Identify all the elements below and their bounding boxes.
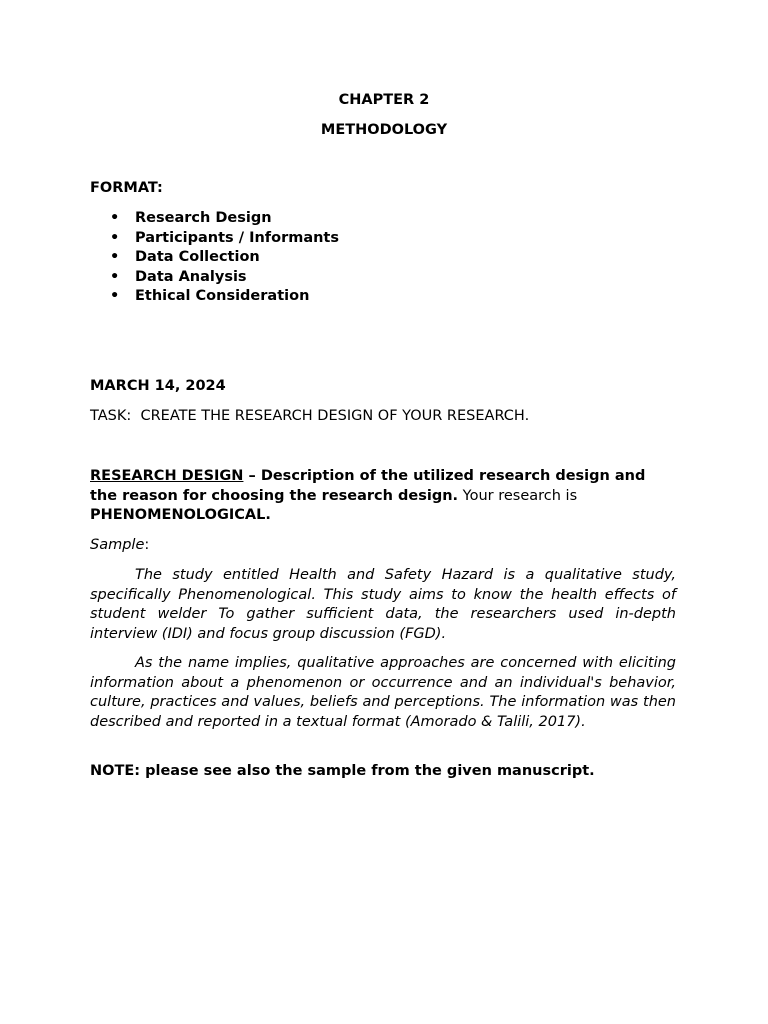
bullet-icon: • xyxy=(110,210,120,226)
research-design-paragraph xyxy=(90,467,676,526)
note-text: NOTE: please see also the sample from the given manuscript. xyxy=(90,763,595,779)
list-item xyxy=(90,209,339,229)
research-design-lead: Your research is xyxy=(458,487,578,504)
list-item-label: Ethical Consideration xyxy=(135,288,310,304)
format-label: FORMAT: xyxy=(90,180,163,196)
task-text: TASK: CREATE THE RESEARCH DESIGN OF YOUR RESEARCH. xyxy=(90,408,530,424)
chapter-heading: CHAPTER 2 xyxy=(338,92,430,108)
format-list xyxy=(90,209,339,307)
list-item-label: Data Collection xyxy=(135,249,260,265)
list-item xyxy=(90,229,339,249)
assignment-date: MARCH 14, 2024 xyxy=(90,378,226,394)
research-design-description: Description of the utilized research design and the reason for choosing the research design. xyxy=(90,468,646,504)
sample-colon: : xyxy=(144,537,150,553)
research-design-heading: RESEARCH DESIGN xyxy=(90,468,244,484)
bullet-icon: • xyxy=(110,229,120,246)
list-item xyxy=(90,268,339,288)
sample-label-line xyxy=(90,536,676,556)
section-title: METHODOLOGY xyxy=(320,122,448,138)
sample-paragraph-1 xyxy=(90,566,676,644)
list-item xyxy=(90,287,339,307)
list-item-label: Research Design xyxy=(135,210,272,226)
sample-label: Sample xyxy=(90,537,145,553)
sample-paragraph-2 xyxy=(90,654,676,732)
list-item-label: Data Analysis xyxy=(135,268,247,285)
design-type: PHENOMENOLOGICAL. xyxy=(90,507,271,523)
bullet-icon: • xyxy=(110,288,120,304)
heading-dash: – xyxy=(243,468,261,484)
bullet-icon: • xyxy=(110,268,120,285)
bullet-icon: • xyxy=(110,249,120,265)
sample-paragraph-1-text: The study entitled Health and Safety Hazard is a qualitative study, specifically Phenomenological. This study aims to know the health effects of student welder To gather sufficient data, the researchers used in-depth interview (IDI) and focus group discussion (FGD). xyxy=(90,567,676,642)
sample-paragraph-2-text: As the name implies, qualitative approaches are concerned with eliciting information about a phenomenon or occurrence and an individual's behavior, culture, practices and values, beliefs and perceptions. The information was then described and reported in a textual format (Amorado & Talili, 2017). xyxy=(90,655,676,730)
list-item xyxy=(90,248,339,268)
list-item-label: Participants / Informants xyxy=(135,229,339,246)
